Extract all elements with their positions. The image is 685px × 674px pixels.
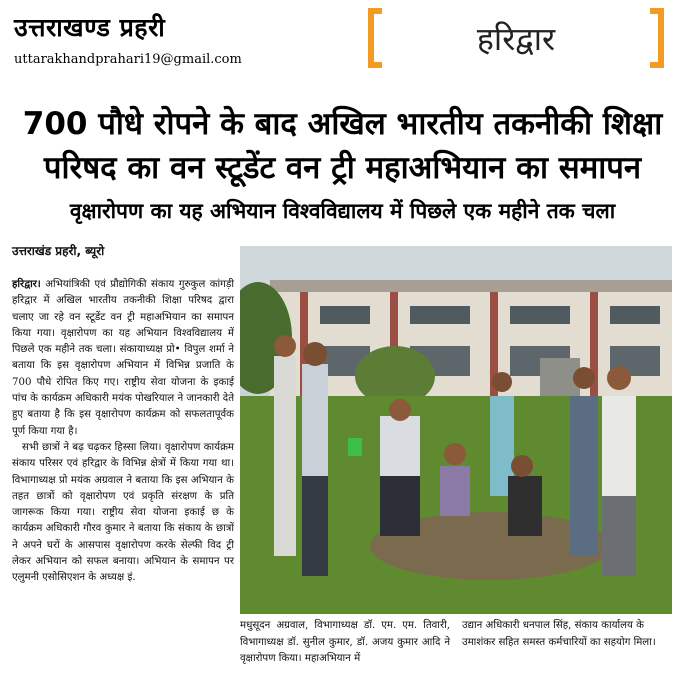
main-headline: [10, 102, 675, 190]
masthead: [0, 0, 685, 88]
dateline: हरिद्वार।: [12, 278, 41, 290]
left-bracket-decoration: [368, 8, 382, 68]
sub-headline: वृक्षारोपण का यह अभियान विश्वविद्यालय में पिछले एक महीने तक चला: [69, 199, 616, 223]
photo-caption-left: मधुसूदन अग्रवाल, विभागाध्यक्ष डॉ. एम. एम. तिवारी, विभागाध्यक्ष डॉ. सुनील कुमार, डॉ. अजय कुमार आदि ने वृक्षारोपण किया। महाअभियान में: [240, 620, 450, 664]
article-body: [12, 276, 234, 587]
newspaper-email: uttarakhandprahari19@gmail.com: [14, 52, 242, 67]
news-photo: [240, 246, 672, 614]
article-paragraph: सभी छात्रों ने बढ़ चढ़कर हिस्सा लिया। वृक्षारोपण कार्यक्रम संकाय परिसर एवं हरिद्वार के विभिन्न क्षेत्रों में किया गया था। विभागाध्यक्ष प्रो मयंक अग्रवाल ने बताया कि इस अभियान के तहत छात्रों को वृक्षारोपण एवं प्रकृति संरक्षण के प्रति जागरूक किया गया। राष्ट्रीय सेवा योजना इकाई छ के कार्यक्रम अधिकारी गौरव कुमार ने बताया कि संकाय के छात्रों ने अपने घरों के आसपास वृक्षारोपण करके सेल्फी विद ट्री लेकर अभियान को सफल बनाया। अभियान के समापन पर एलुमनी एसोसिएशन के अध्यक्ष इं.: [12, 441, 234, 584]
main-headline-line-2: परिषद का वन स्टूडेंट वन ट्री महाअभियान का समापन: [43, 150, 642, 186]
city-section-label: हरिद्वार: [476, 20, 556, 58]
article-paragraph: [12, 276, 234, 440]
newspaper-name: उत्तराखण्ड प्रहरी: [14, 13, 166, 42]
byline: उत्तराखंड प्रहरी, ब्यूरो: [12, 244, 105, 258]
paragraph-1-text: अभियांत्रिकी एवं प्रौद्योगिकी संकाय गुरुकुल कांगड़ी हरिद्वार में अखिल भारतीय तकनीकी शिक्षा परिषद द्वारा चलाए जा रहे वन स्टूडेंट वन ट्री महाअभियान का समापन किया गया। वृक्षारोपण का यह अभियान विश्वविद्यालय में पिछले एक महीने तक चला। संकायाध्यक्ष प्रो• विपुल शर्मा ने बताया कि इस वृक्षारोपण अभियान में विभिन्न प्रजाति के 700 पौधे रोपित किए गए। राष्ट्रीय सेवा योजना के इकाई पांच के कार्यक्रम अधिकारी मयंक पोखरियाल ने जानकारी देते हुए बताया है कि इस वृक्षारोपण कार्यक्रम को सफलतापूर्वक पूर्ण किया गया है।: [12, 279, 234, 437]
right-bracket-decoration: [650, 8, 664, 68]
city-section-box: [368, 8, 664, 68]
main-headline-line-1: 700 पौधे रोपने के बाद अखिल भारतीय तकनीकी शिक्षा: [22, 106, 663, 142]
photo-caption-right: उद्यान अधिकारी धनपाल सिंह, संकाय कार्यालय के उमाशंकर सहित समस्त कर्मचारियों का सहयोग मिला।: [462, 620, 656, 648]
